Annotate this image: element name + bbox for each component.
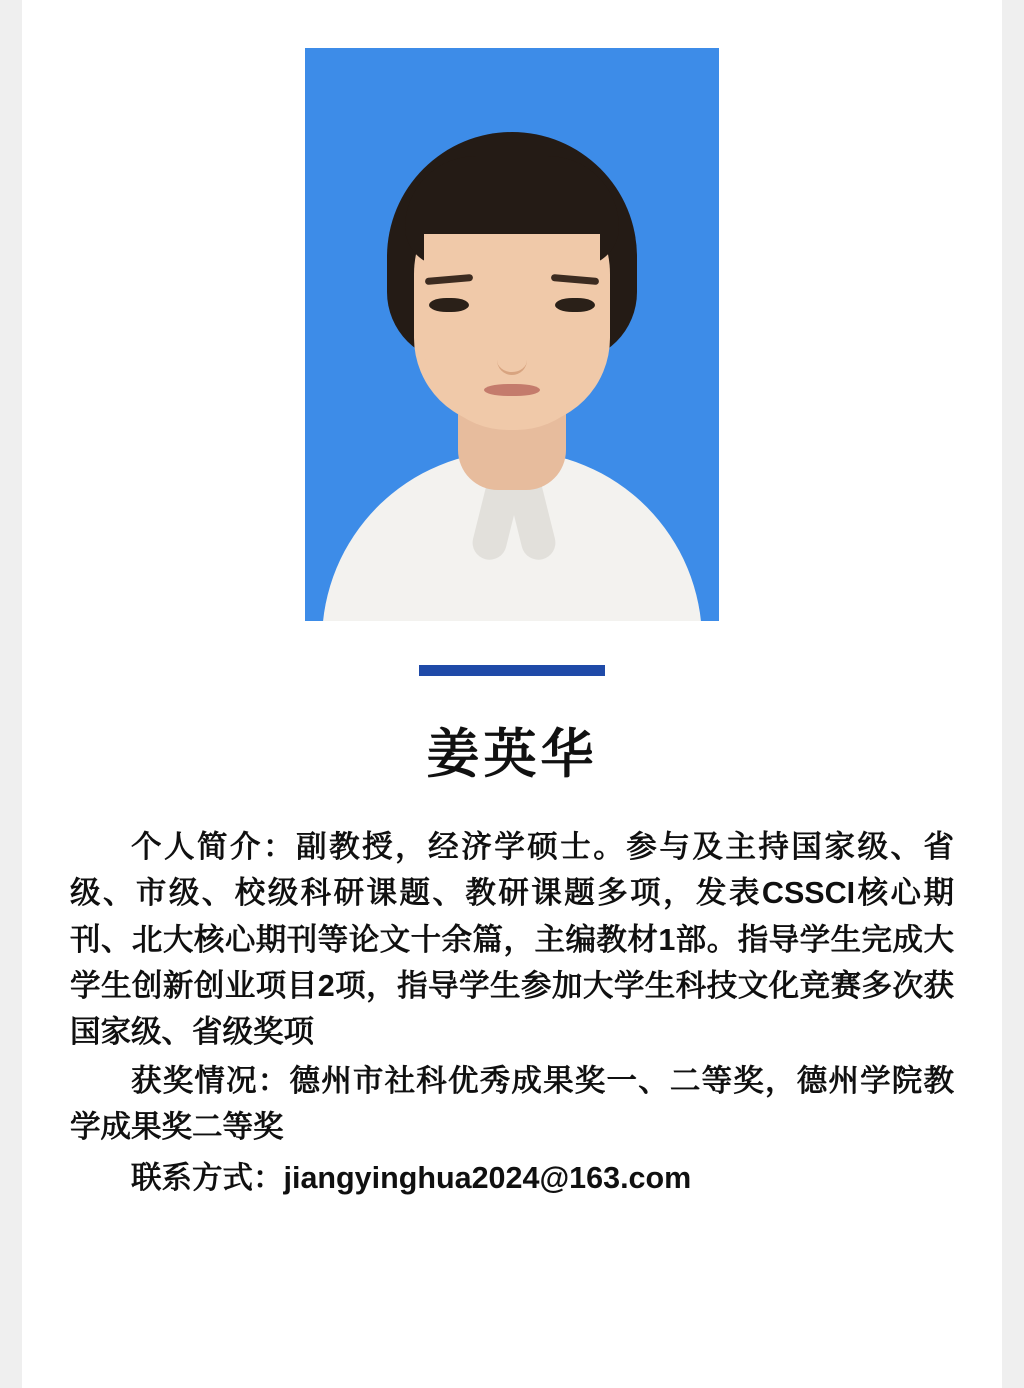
contact-paragraph: 联系方式：jiangyinghua2024@163.com (131, 1160, 692, 1195)
profile-body (60, 824, 964, 1201)
portrait-face-lower (424, 234, 600, 430)
portrait-photo (305, 48, 719, 621)
portrait-nose (497, 334, 527, 375)
divider-container (60, 665, 964, 676)
portrait-mouth (484, 384, 540, 396)
portrait-eye-right (555, 298, 595, 312)
awards-paragraph: 获奖情况：德州市社科优秀成果奖一、二等奖，德州学院教学成果奖二等奖 (70, 1063, 954, 1145)
page-title: 姜英华 (426, 725, 598, 784)
portrait-eye-left (429, 298, 469, 312)
portrait-photo-container (60, 0, 964, 621)
accent-divider (419, 665, 605, 676)
intro-paragraph: 个人简介：副教授，经济学硕士。参与及主持国家级、省级、市级、校级科研课题、教研课题多项，发表CSSCI核心期刊、北大核心期刊等论文十余篇，主编教材1部。指导学生完成大学生创新创业项目2项，指导学生参加大学生科技文化竞赛多次获国家级、省级奖项 (70, 830, 954, 1050)
